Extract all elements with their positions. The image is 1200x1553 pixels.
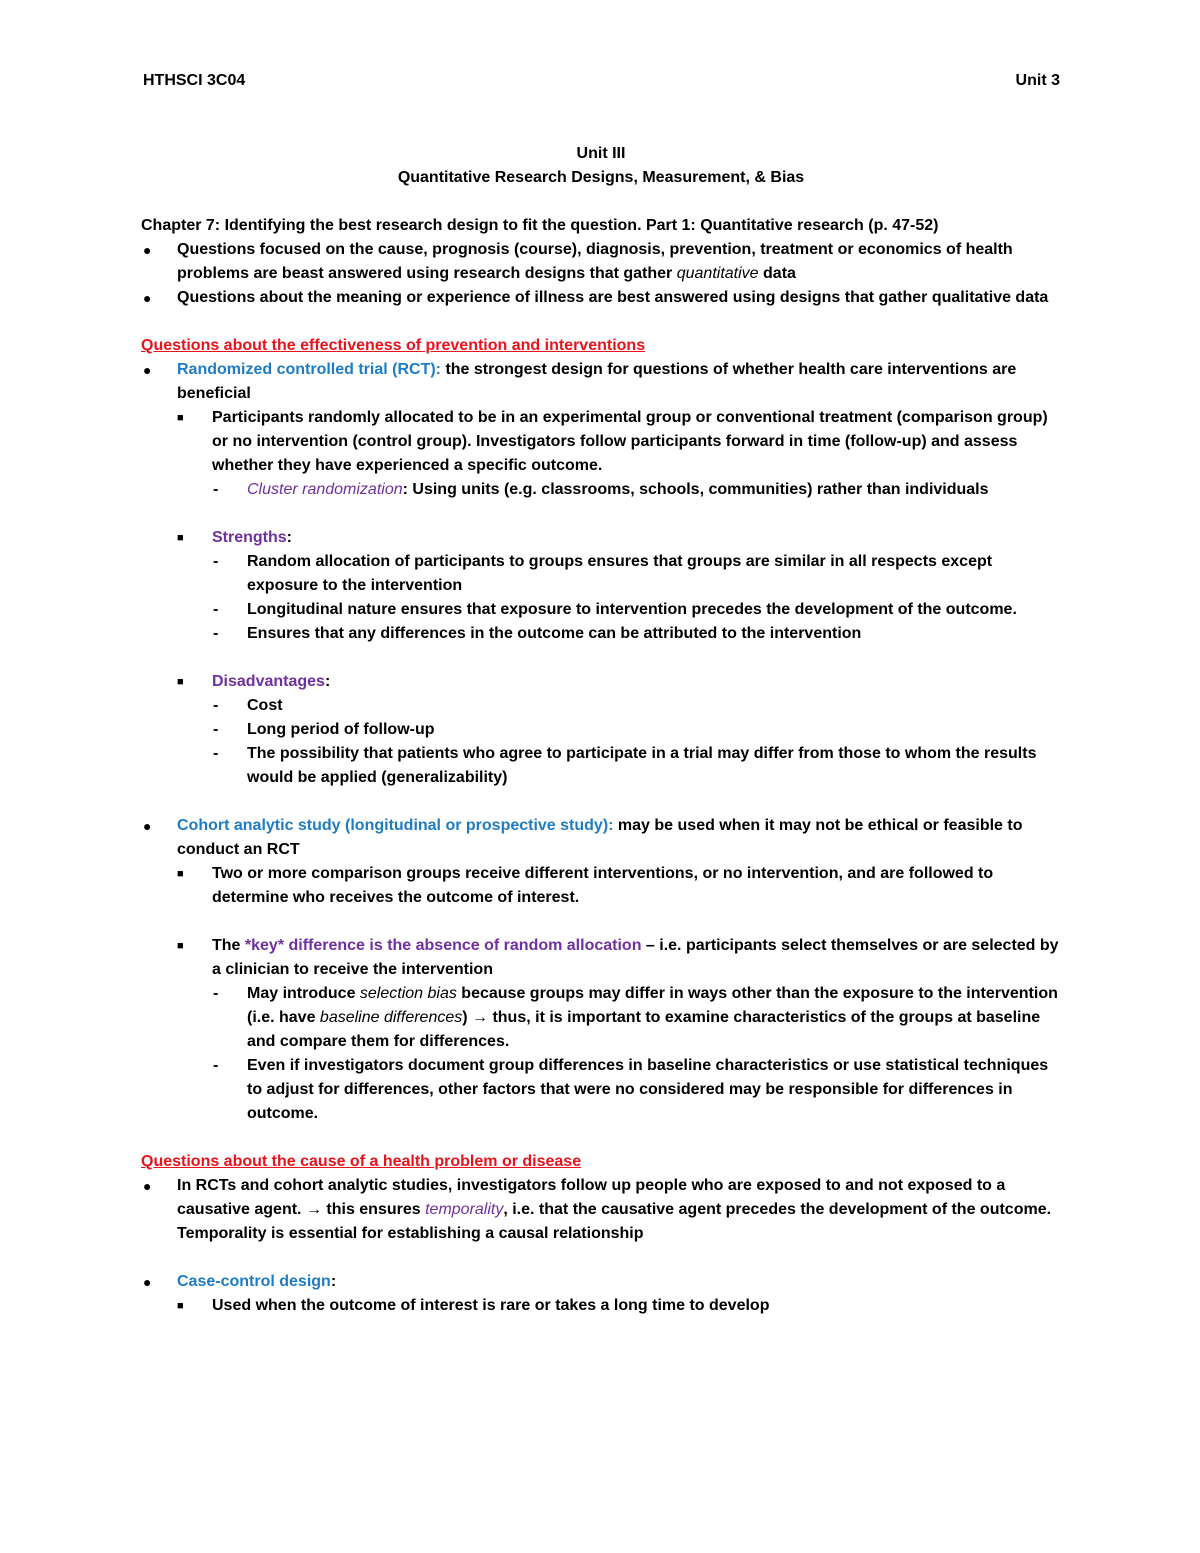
square-bullet-icon: ■ <box>177 940 184 952</box>
dash-bullet-icon: - <box>213 697 219 714</box>
term-cluster-randomization: Cluster randomization <box>247 481 403 498</box>
term-cohort-study: Cohort analytic study (longitudinal or prospective study): <box>177 817 614 834</box>
square-bullet-icon: ■ <box>177 532 184 544</box>
dash-bullet-icon: - <box>213 745 219 762</box>
bullet-icon: ● <box>143 818 152 834</box>
list-item: - May introduce selection bias because groups may differ in ways other than the exposure to the intervention (i.e. have baseline differences) → thus, it is important to examine characteristics of the groups at baseline and compare them for differences. <box>141 982 1061 1054</box>
list-item: ■ Participants randomly allocated to be in an experimental group or conventional treatment (comparison group) or no intervention (control group). Investigators follow participants forward in time (follow-up) and assess whether they have experienced a specific outcome. <box>141 406 1061 478</box>
dash-bullet-icon: - <box>213 1057 219 1074</box>
list-item: ● In RCTs and cohort analytic studies, investigators follow up people who are exposed to and not exposed to a causative agent. → this ensures temporality, i.e. that the causative agent precedes the development of the outcome. Temporality is essential for establishing a causal relationship <box>141 1174 1061 1246</box>
dash-bullet-icon: - <box>213 553 219 570</box>
list-item: - Ensures that any differences in the outcome can be attributed to the intervention <box>141 622 1061 646</box>
square-bullet-icon: ■ <box>177 676 184 688</box>
bullet-icon: ● <box>143 242 152 258</box>
square-bullet-icon: ■ <box>177 1300 184 1312</box>
bullet-icon: ● <box>143 1274 152 1290</box>
dash-bullet-icon: - <box>213 601 219 618</box>
square-bullet-icon: ■ <box>177 412 184 424</box>
dash-bullet-icon: - <box>213 721 219 738</box>
term-rct: Randomized controlled trial (RCT): <box>177 361 441 378</box>
label-strengths: Strengths <box>212 529 287 546</box>
term-key-difference: *key* difference is the absence of random allocation <box>244 937 642 954</box>
list-item: - Random allocation of participants to groups ensures that groups are similar in all respects except exposure to the intervention <box>141 550 1061 598</box>
dash-bullet-icon: - <box>213 985 219 1002</box>
header-unit: Unit 3 <box>1015 72 1060 89</box>
dash-bullet-icon: - <box>213 481 219 498</box>
unit-subtitle: Quantitative Research Designs, Measurement, & Bias <box>397 169 805 186</box>
list-item: - Long period of follow-up <box>141 718 1061 742</box>
bullet-icon: ● <box>143 290 152 306</box>
chapter-heading: Chapter 7: Identifying the best research design to fit the question. Part 1: Quantitative research (p. 47-52) <box>141 217 939 234</box>
list-item: - Cost <box>141 694 1061 718</box>
list-item: ■ Disadvantages: <box>141 670 1061 694</box>
list-item: ■ Used when the outcome of interest is rare or takes a long time to develop <box>141 1294 1061 1318</box>
term-temporality: temporality <box>425 1201 504 1218</box>
list-item: ● Cohort analytic study (longitudinal or prospective study): may be used when it may not be ethical or feasible to conduct an RCT <box>141 814 1061 862</box>
label-disadvantages: Disadvantages <box>212 673 325 690</box>
section-heading-cause: Questions about the cause of a health problem or disease <box>141 1153 582 1170</box>
header-course-code: HTHSCI 3C04 <box>143 72 246 89</box>
document-body <box>141 142 1061 1318</box>
section-heading-effectiveness: Questions about the effectiveness of prevention and interventions <box>141 337 646 354</box>
term-case-control: Case-control design <box>177 1273 331 1290</box>
list-item: ● Case-control design: <box>141 1270 1061 1294</box>
list-item: ■ Strengths: <box>141 526 1061 550</box>
square-bullet-icon: ■ <box>177 868 184 880</box>
list-item: ● Questions focused on the cause, prognosis (course), diagnosis, prevention, treatment or economics of health problems are beast answered using research designs that gather quantitative data <box>141 238 1061 286</box>
bullet-icon: ● <box>143 362 152 378</box>
list-item: ■ The *key* difference is the absence of random allocation – i.e. participants select themselves or are selected by a clinician to receive the intervention <box>141 934 1061 982</box>
list-item: - Cluster randomization: Using units (e.g. classrooms, schools, communities) rather than individuals <box>141 478 1061 502</box>
list-item: ● Randomized controlled trial (RCT): the strongest design for questions of whether health care interventions are beneficial <box>141 358 1061 406</box>
unit-title: Unit III <box>576 145 626 162</box>
dash-bullet-icon: - <box>213 625 219 642</box>
list-item: - Longitudinal nature ensures that exposure to intervention precedes the development of the outcome. <box>141 598 1061 622</box>
bullet-icon: ● <box>143 1178 152 1194</box>
list-item: - Even if investigators document group differences in baseline characteristics or use statistical techniques to adjust for differences, other factors that were no considered may be responsible for differences in outcome. <box>141 1054 1061 1126</box>
list-item: ■ Two or more comparison groups receive different interventions, or no intervention, and are followed to determine who receives the outcome of interest. <box>141 862 1061 910</box>
list-item: ● Questions about the meaning or experience of illness are best answered using designs that gather qualitative data <box>141 286 1061 310</box>
list-item: - The possibility that patients who agree to participate in a trial may differ from those to whom the results would be applied (generalizability) <box>141 742 1061 790</box>
